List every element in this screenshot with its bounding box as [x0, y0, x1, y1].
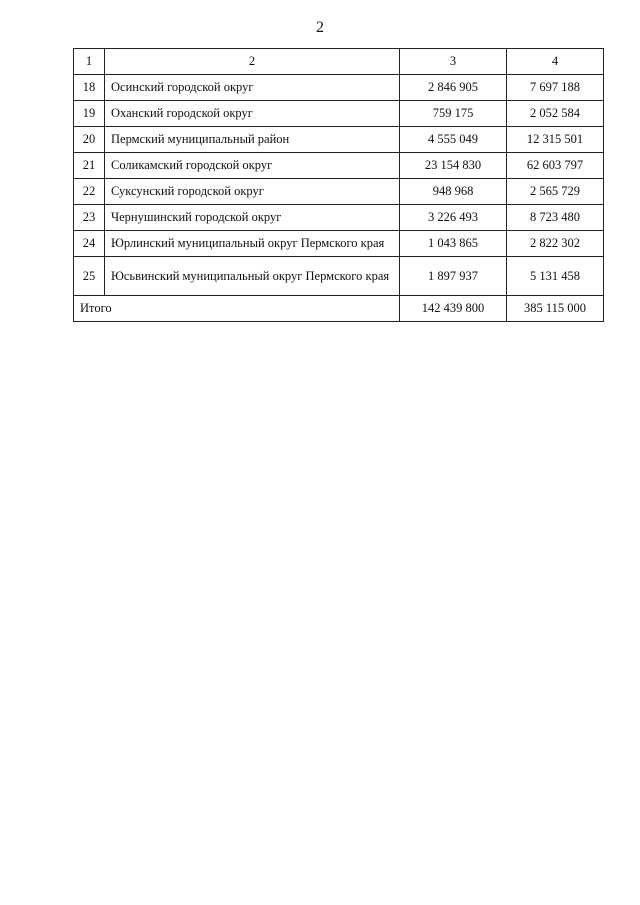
- value-col4: 7 697 188: [507, 75, 604, 101]
- value-col4: 62 603 797: [507, 153, 604, 179]
- table-row: [74, 231, 604, 257]
- table-row: [74, 179, 604, 205]
- municipality-name: Оханский городской округ: [105, 101, 400, 127]
- column-header-1: 1: [74, 49, 105, 75]
- allocation-table: [73, 48, 604, 322]
- value-col3: 759 175: [400, 101, 507, 127]
- value-col3: 3 226 493: [400, 205, 507, 231]
- value-col3: 1 897 937: [400, 257, 507, 296]
- municipality-name: Соликамский городской округ: [105, 153, 400, 179]
- municipality-name: Юрлинский муниципальный округ Пермского края: [105, 231, 400, 257]
- value-col3: 4 555 049: [400, 127, 507, 153]
- row-number: 24: [74, 231, 105, 257]
- total-row: [74, 296, 604, 322]
- value-col4: 2 565 729: [507, 179, 604, 205]
- value-col3: 23 154 830: [400, 153, 507, 179]
- row-number: 19: [74, 101, 105, 127]
- value-col3: 2 846 905: [400, 75, 507, 101]
- municipality-name: Осинский городской округ: [105, 75, 400, 101]
- row-number: 25: [74, 257, 105, 296]
- value-col3: 1 043 865: [400, 231, 507, 257]
- table-row: [74, 101, 604, 127]
- value-col4: 2 052 584: [507, 101, 604, 127]
- column-header-2: 2: [105, 49, 400, 75]
- table-row: [74, 257, 604, 296]
- table-row: [74, 75, 604, 101]
- total-col4: 385 115 000: [507, 296, 604, 322]
- municipality-name: Суксунский городской округ: [105, 179, 400, 205]
- value-col4: 2 822 302: [507, 231, 604, 257]
- table-header-row: [74, 49, 604, 75]
- table-row: [74, 205, 604, 231]
- municipality-name: Пермский муниципальный район: [105, 127, 400, 153]
- row-number: 18: [74, 75, 105, 101]
- total-col3: 142 439 800: [400, 296, 507, 322]
- row-number: 21: [74, 153, 105, 179]
- municipality-name: Юсьвинский муниципальный округ Пермского края: [105, 257, 400, 296]
- page-number: 2: [316, 19, 324, 36]
- row-number: 23: [74, 205, 105, 231]
- row-number: 20: [74, 127, 105, 153]
- value-col3: 948 968: [400, 179, 507, 205]
- value-col4: 5 131 458: [507, 257, 604, 296]
- column-header-4: 4: [507, 49, 604, 75]
- row-number: 22: [74, 179, 105, 205]
- table-row: [74, 127, 604, 153]
- municipality-name: Чернушинский городской округ: [105, 205, 400, 231]
- table-row: [74, 153, 604, 179]
- value-col4: 12 315 501: [507, 127, 604, 153]
- column-header-3: 3: [400, 49, 507, 75]
- value-col4: 8 723 480: [507, 205, 604, 231]
- total-label: Итого: [74, 296, 400, 322]
